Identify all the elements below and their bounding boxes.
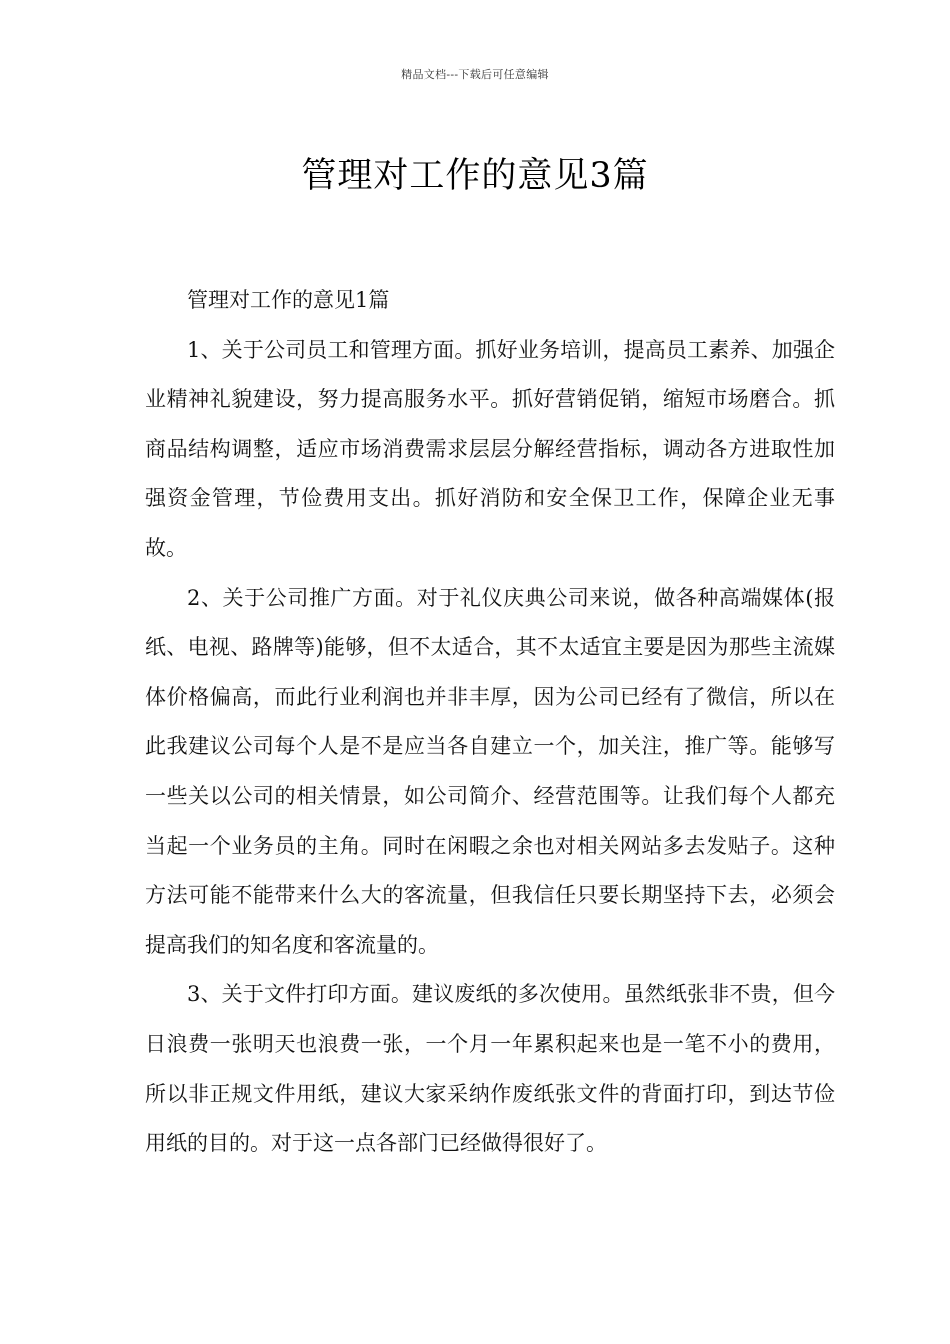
paragraph-3: 3、关于文件打印方面。建议废纸的多次使用。虽然纸张非不贵，但今日浪费一张明天也浪费一张，一个月一年累积起来也是一笔不小的费用，所以非正规文件用纸，建议大家采纳作废纸张文件的背面打印，到达节俭用纸的目的。对于这一点各部门已经做得很好了。 — [145, 982, 835, 1156]
document-title: 管理对工作的意见3篇 — [301, 156, 649, 197]
paragraph-2: 2、关于公司推广方面。对于礼仪庆典公司来说，做各种高端媒体(报纸、电视、路牌等)能够，但不太适合，其不太适宜主要是因为那些主流媒体价格偏高，而此行业利润也并非丰厚，因为公司已经有了微信，所以在此我建议公司每个人是不是应当各自建立一个，加关注，推广等。能够写一些关以公司的相关情景，如公司简介、经营范围等。让我们每个人都充当起一个业务员的主角。同时在闲暇之余也对相关网站多去发贴子。这种方法可能不能带来什么大的客流量，但我信任只要长期坚持下去，必须会提高我们的知名度和客流量的。 — [145, 585, 835, 957]
document-body — [145, 276, 835, 1169]
section-heading: 管理对工作的意见1篇 — [187, 288, 390, 312]
header-note: 精品文档---下载后可任意编辑 — [401, 68, 549, 81]
paragraph-1: 1、关于公司员工和管理方面。抓好业务培训，提高员工素养、加强企业精神礼貌建设，努力提高服务水平。抓好营销促销，缩短市场磨合。抓商品结构调整，适应市场消费需求层层分解经营指标，调动各方进取性加强资金管理，节俭费用支出。抓好消防和安全保卫工作，保障企业无事故。 — [145, 337, 835, 560]
